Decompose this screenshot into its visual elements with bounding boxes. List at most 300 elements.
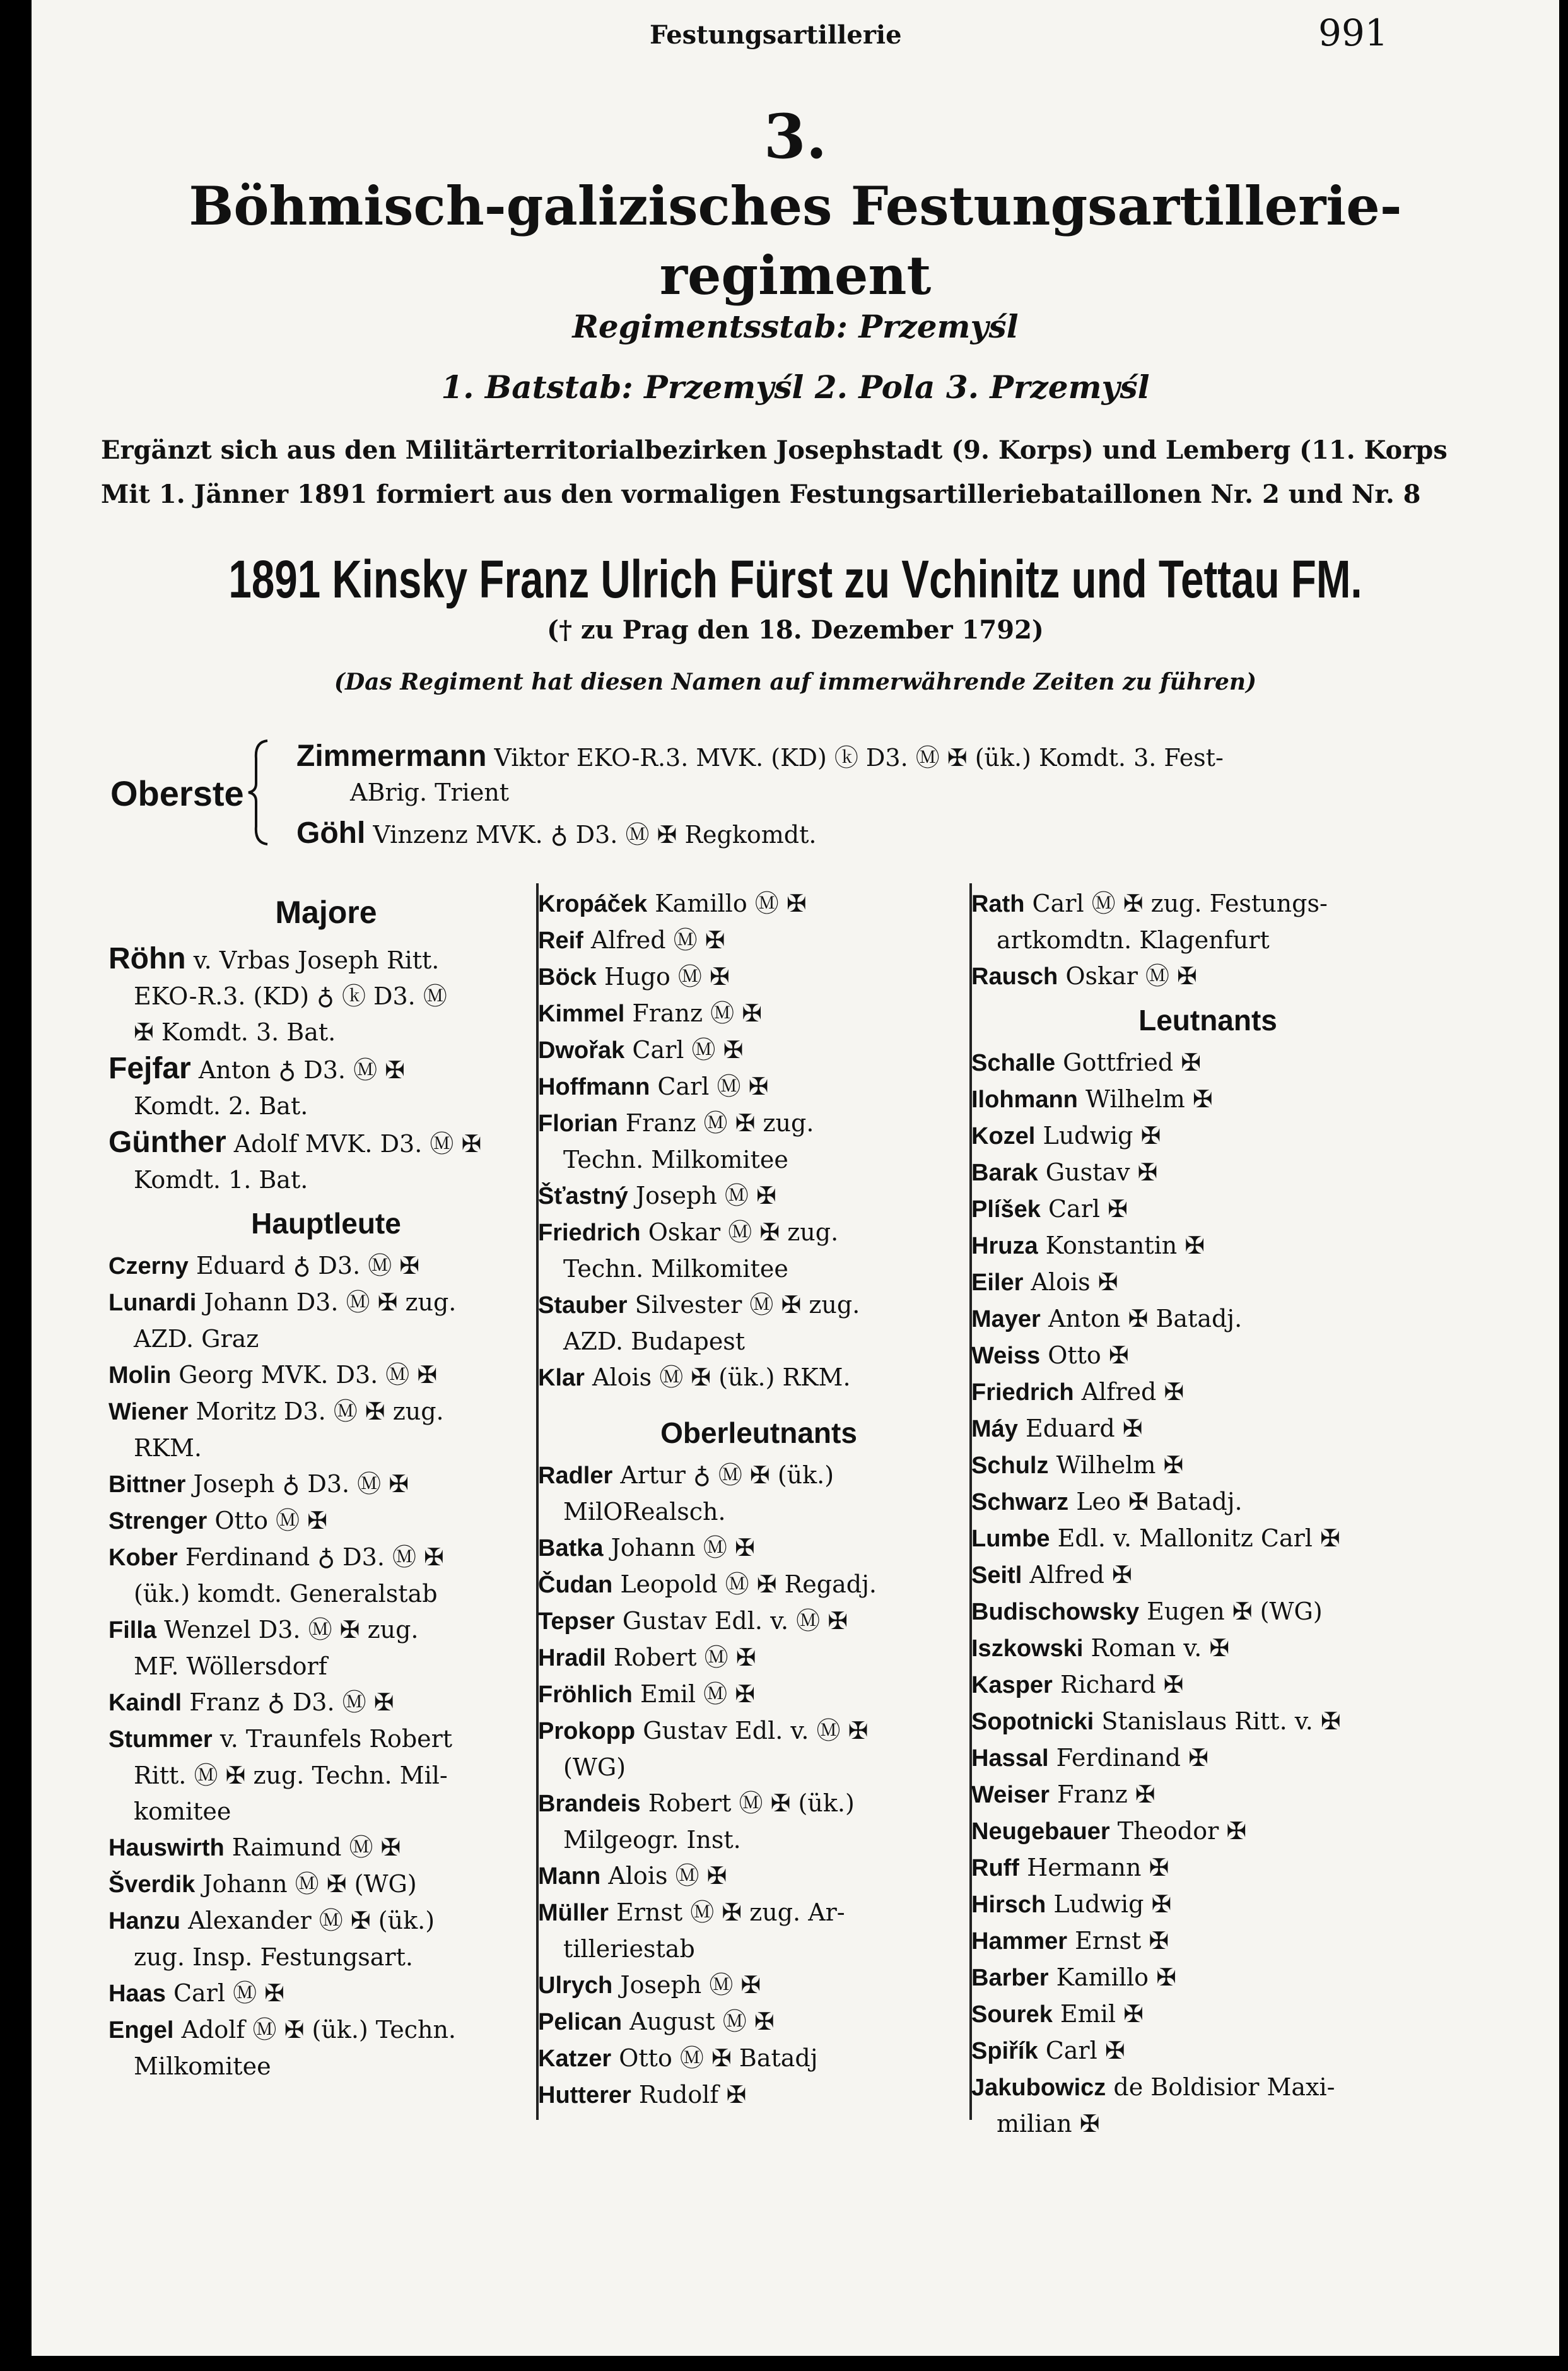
entry-text: v. Vrbas Joseph Ritt. (193, 946, 440, 974)
oberste-label: Oberste (110, 774, 244, 813)
entry-name: Spiřík (971, 2038, 1038, 2064)
entry-name: Hammer (971, 1928, 1068, 1955)
roster-entry (971, 1081, 1444, 1118)
roster-entry (971, 1740, 1444, 1777)
roster-entry (971, 1521, 1444, 1557)
entry-text: Joseph Ⓜ ✠ (635, 1182, 776, 1209)
entry-text: Raimund Ⓜ ✠ (231, 1833, 401, 1861)
entry-text: Theodor ✠ (1117, 1817, 1247, 1845)
roster-entry (971, 1996, 1444, 2033)
entry-name: Lumbe (971, 1526, 1050, 1552)
roster-entry (538, 1251, 980, 1287)
entry-name: Budischowsky (971, 1599, 1140, 1625)
roster-entry (108, 1576, 544, 1612)
entry-text: Hugo Ⓜ ✠ (604, 963, 730, 991)
inhaber-died: († zu Prag den 18. Dezember 1792) (547, 615, 1044, 645)
entry-text: Richard ✠ (1060, 1671, 1184, 1698)
entry-name: Müller (538, 1900, 609, 1926)
entry-text: Franz Ⓜ ✠ zug. (625, 1109, 814, 1137)
entry-text: Kamillo Ⓜ ✠ (655, 890, 807, 917)
entry-text: Otto ✠ (1048, 1341, 1129, 1369)
entry-name: Tepser (538, 1608, 615, 1635)
entry-name: Stummer (108, 1726, 213, 1753)
roster-entry (971, 2033, 1444, 2069)
entry-name: Filla (108, 1617, 157, 1644)
roster-entry (108, 1503, 544, 1539)
roster-entry (108, 2012, 544, 2049)
entry-text: Alfred ✠ (1081, 1378, 1185, 1406)
oberst-name: Zimmermann (296, 739, 487, 773)
roster-entry (971, 2106, 1444, 2142)
entry-text: Carl ✠ (1048, 1195, 1128, 1223)
entry-name: Stauber (538, 1292, 628, 1319)
entry-name: Günther (108, 1126, 226, 1159)
entry-name: Bittner (108, 1471, 186, 1498)
entry-text: Eduard ♁ D3. Ⓜ ✠ (196, 1252, 420, 1280)
entry-text: Johann Ⓜ ✠ (WG) (202, 1870, 417, 1898)
oberst-entry (296, 815, 816, 850)
entry-name: Molin (108, 1362, 172, 1389)
entry-name: Schulz (971, 1452, 1049, 1479)
entry-name: Strenger (108, 1508, 208, 1534)
entry-name: Rath (971, 891, 1025, 917)
roster-entry (971, 1191, 1444, 1228)
entry-text: Wilhelm ✠ (1056, 1451, 1184, 1479)
roster-entry (108, 1466, 544, 1503)
roster-entry (971, 1338, 1444, 1374)
roster-entry (538, 1895, 980, 1931)
regiment-name (32, 172, 1559, 310)
entry-text: August Ⓜ ✠ (629, 2008, 775, 2035)
battalion-stab: 1. Batstab: Przemyśl 2. Pola 3. Przemyśl (441, 368, 1150, 406)
entry-name: Neugebauer (971, 1818, 1110, 1845)
roster-entry (108, 1394, 544, 1430)
roster-entry (538, 1822, 980, 1858)
roster-entry (108, 1015, 544, 1050)
entry-text: Gottfried ✠ (1063, 1049, 1202, 1076)
roster-entry (108, 1758, 544, 1794)
entry-name: Kimmel (538, 1001, 625, 1027)
entry-name: Haas (108, 1980, 166, 2007)
roster-entry (538, 1494, 980, 1530)
roster-entry (971, 1155, 1444, 1191)
entry-text: zug. Insp. Festungsart. (134, 1943, 413, 1971)
roster-entry (971, 1703, 1444, 1740)
entry-text: Carl Ⓜ ✠ zug. Festungs- (1032, 890, 1328, 917)
oberleutnants-heading: Oberleutnants (660, 1416, 857, 1449)
entry-text: Robert Ⓜ ✠ (613, 1644, 756, 1671)
roster-entry (108, 1162, 544, 1198)
entry-text: Hermann ✠ (1027, 1854, 1169, 1881)
roster-entry (538, 1750, 980, 1786)
entry-text: Alois Ⓜ ✠ (ük.) RKM. (592, 1363, 851, 1391)
hauptleute-list-continued (538, 886, 980, 1396)
roster-entry (108, 1321, 544, 1357)
entry-text: Ferdinand ✠ (1056, 1744, 1208, 1772)
roster-entry (538, 2040, 980, 2077)
roster-entry (971, 1045, 1444, 1081)
entry-name: Jakubowicz (971, 2074, 1106, 2101)
entry-text: Anton ♁ D3. Ⓜ ✠ (198, 1056, 406, 1084)
entry-text: Silvester Ⓜ ✠ zug. (635, 1291, 860, 1319)
roster-entry (971, 922, 1444, 958)
entry-name: Mann (538, 1863, 601, 1890)
entry-name: Schalle (971, 1050, 1056, 1076)
entry-text: Alois Ⓜ ✠ (608, 1862, 727, 1890)
regiment-number: 3. (763, 101, 828, 172)
entry-name: Klar (538, 1365, 585, 1391)
column-1 (108, 886, 544, 2085)
entry-name: Rausch (971, 963, 1058, 990)
roster-entry (538, 1324, 980, 1360)
entry-name: Hutterer (538, 2082, 631, 2109)
leutnants-heading: Leutnants (1138, 1004, 1277, 1037)
entry-text: Milgeogr. Inst. (563, 1826, 741, 1854)
entry-name: Šťastný (538, 1183, 628, 1209)
roster-entry (108, 1050, 544, 1088)
roster-entry (538, 1567, 980, 1603)
entry-text: Leopold Ⓜ ✠ Regadj. (620, 1570, 877, 1598)
roster-entry (538, 1786, 980, 1822)
entry-text: Oskar Ⓜ ✠ (1065, 962, 1197, 990)
entry-name: Batka (538, 1535, 604, 1562)
roster-entry (538, 1105, 980, 1142)
entry-text: Emil Ⓜ ✠ (640, 1680, 756, 1708)
roster-entry (538, 1530, 980, 1567)
entry-text: Ritt. Ⓜ ✠ zug. Techn. Mil- (134, 1762, 448, 1789)
entry-name: Sourek (971, 2001, 1053, 2028)
entry-text: Franz ♁ D3. Ⓜ ✠ (189, 1688, 394, 1716)
entry-text: Alois ✠ (1031, 1268, 1118, 1296)
roster-entry (971, 1301, 1444, 1338)
entry-text: Ferdinand ♁ D3. Ⓜ ✠ (185, 1543, 444, 1571)
intro-line-2: Mit 1. Jänner 1891 formiert aus den vormaligen Festungsartilleriebataillonen Nr. 2 und Nr. 8 (101, 479, 1421, 509)
entry-text: Ernst Ⓜ ✠ zug. Ar- (616, 1898, 845, 1926)
hauptleute-heading: Hauptleute (251, 1207, 401, 1240)
oberleutnants-list-continued (971, 886, 1444, 995)
entry-text: Techn. Milkomitee (563, 1146, 788, 1174)
entry-text: Moritz D3. Ⓜ ✠ zug. (196, 1397, 444, 1425)
running-title: Festungsartillerie (650, 20, 902, 50)
roster-entry (538, 1457, 980, 1494)
entry-text: Joseph ♁ D3. Ⓜ ✠ (193, 1470, 409, 1498)
entry-name: Czerny (108, 1253, 189, 1280)
roster-entry (971, 1264, 1444, 1301)
entry-name: Wiener (108, 1399, 189, 1425)
roster-entry (108, 1357, 544, 1394)
entry-text: Komdt. 2. Bat. (134, 1092, 308, 1120)
oberst-text: Viktor EKO-R.3. MVK. (KD) ⓚ D3. Ⓜ ✠ (ük.) Komdt. 3. Fest- (494, 744, 1224, 772)
roster-entry (538, 1640, 980, 1676)
entry-name: Weiser (971, 1782, 1050, 1808)
entry-text: tilleriestab (563, 1935, 695, 1963)
entry-text: Carl ✠ (1045, 2037, 1125, 2064)
hauptleute-list (108, 1248, 544, 2085)
roster-entry (971, 1484, 1444, 1521)
entry-text: Franz Ⓜ ✠ (632, 999, 763, 1027)
entry-text: v. Traunfels Robert (219, 1725, 453, 1753)
entry-text: Johann D3. Ⓜ ✠ zug. (204, 1288, 457, 1316)
entry-text: artkomdtn. Klagenfurt (997, 926, 1270, 954)
entry-text: Oskar Ⓜ ✠ zug. (648, 1218, 839, 1246)
document-page (32, 0, 1559, 2356)
roster-entry (538, 996, 980, 1032)
entry-name: Dwořak (538, 1037, 625, 1064)
entry-text: (ük.) komdt. Generalstab (134, 1580, 438, 1608)
entry-name: Böck (538, 964, 597, 991)
roster-entry (971, 1850, 1444, 1886)
entry-text: Ludwig ✠ (1053, 1890, 1172, 1918)
entry-text: Adolf Ⓜ ✠ (ük.) Techn. (181, 2016, 457, 2044)
roster-entry (538, 1069, 980, 1105)
entry-name: Eiler (971, 1269, 1024, 1296)
roster-entry (108, 1975, 544, 2012)
entry-name: Hruza (971, 1233, 1038, 1259)
roster-entry (108, 1721, 544, 1758)
roster-entry (971, 1813, 1444, 1850)
roster-entry (108, 1430, 544, 1466)
roster-entry (538, 1931, 980, 1967)
roster-entry (538, 1215, 980, 1251)
entry-text: Milkomitee (134, 2052, 271, 2080)
entry-text: Edl. v. Mallonitz Carl ✠ (1057, 1524, 1340, 1552)
entry-name: Hradil (538, 1645, 606, 1671)
column-2 (538, 886, 980, 2114)
entry-name: Fejfar (108, 1052, 191, 1085)
roster-entry (108, 941, 544, 979)
roster-entry (108, 1939, 544, 1975)
entry-name: Pelican (538, 2009, 623, 2035)
roster-entry (538, 2004, 980, 2040)
entry-text: ✠ Komdt. 3. Bat. (134, 1018, 336, 1046)
oberleutnants-list (538, 1457, 980, 2114)
roster-entry (971, 1118, 1444, 1155)
entry-text: Ludwig ✠ (1043, 1122, 1161, 1150)
intro-line-1: Ergänzt sich aus den Militärterritorialbezirken Josephstadt (9. Korps) und Lemberg (11. Korps (101, 435, 1448, 465)
roster-entry (971, 1667, 1444, 1703)
entry-text: Eugen ✠ (WG) (1147, 1597, 1323, 1625)
entry-text: Alexander Ⓜ ✠ (ük.) (188, 1907, 435, 1934)
entry-name: Mayer (971, 1306, 1041, 1333)
roster-entry (108, 1903, 544, 1939)
entry-text: Alfred Ⓜ ✠ (590, 926, 725, 954)
roster-entry (108, 1612, 544, 1649)
entry-text: Ernst ✠ (1075, 1927, 1169, 1955)
roster-entry (108, 1248, 544, 1285)
entry-text: Carl Ⓜ ✠ (632, 1036, 744, 1064)
roster-entry (971, 1923, 1444, 1960)
entry-name: Kober (108, 1544, 178, 1571)
entry-name: Schwarz (971, 1489, 1069, 1515)
entry-name: Šverdik (108, 1871, 196, 1898)
entry-text: Anton ✠ Batadj. (1048, 1305, 1243, 1333)
roster-entry (538, 1603, 980, 1640)
roster-entry (538, 1142, 980, 1178)
oberst-name: Göhl (296, 816, 366, 850)
entry-name: Iszkowski (971, 1635, 1084, 1662)
roster-entry (971, 1960, 1444, 1996)
roster-entry (971, 1228, 1444, 1264)
entry-name: Plíšek (971, 1196, 1041, 1223)
entry-text: RKM. (134, 1434, 202, 1462)
entry-text: Joseph Ⓜ ✠ (620, 1971, 761, 1999)
oberst-entry-cont: ABrig. Trient (350, 779, 510, 806)
entry-name: Weiss (971, 1343, 1041, 1369)
roster-entry (108, 1685, 544, 1721)
roster-entry (971, 1594, 1444, 1630)
entry-text: Gustav Edl. v. Ⓜ ✠ (622, 1607, 848, 1635)
entry-text: Stanislaus Ritt. v. ✠ (1101, 1707, 1341, 1735)
inhaber-note: (Das Regiment hat diesen Namen auf immerwährende Zeiten zu führen) (334, 669, 1257, 695)
entry-text: Wenzel D3. Ⓜ ✠ zug. (164, 1616, 419, 1644)
entry-text: Wilhelm ✠ (1085, 1085, 1213, 1113)
regiment-name-line1: Böhmisch-galizisches Festungsartillerie- (189, 175, 1402, 237)
entry-name: Kasper (971, 1672, 1053, 1698)
entry-name: Ruff (971, 1855, 1019, 1881)
entry-name: Ulrych (538, 1972, 613, 1999)
entry-text: Robert Ⓜ ✠ (ük.) (648, 1789, 855, 1817)
entry-text: Franz ✠ (1057, 1780, 1156, 1808)
majore-list (108, 941, 544, 1198)
roster-entry (538, 1032, 980, 1069)
roster-entry (108, 1539, 544, 1576)
roster-entry (971, 1886, 1444, 1923)
roster-entry (971, 2069, 1444, 2106)
roster-entry (971, 1447, 1444, 1484)
roster-entry (108, 2049, 544, 2085)
entry-name: Kaindl (108, 1690, 182, 1716)
entry-text: Komdt. 1. Bat. (134, 1166, 308, 1194)
roster-entry (538, 1713, 980, 1750)
brace-icon (246, 739, 271, 845)
entry-text: Carl Ⓜ ✠ (657, 1073, 769, 1100)
roster-entry (538, 922, 980, 959)
entry-name: Radler (538, 1462, 613, 1489)
entry-name: Lunardi (108, 1290, 197, 1316)
roster-entry (108, 1866, 544, 1903)
entry-text: AZD. Graz (134, 1325, 259, 1353)
entry-name: Sopotnicki (971, 1709, 1094, 1735)
entry-text: Johann Ⓜ ✠ (611, 1534, 755, 1562)
roster-entry (108, 1285, 544, 1321)
roster-entry (538, 1178, 980, 1215)
entry-text: Roman v. ✠ (1091, 1634, 1230, 1662)
entry-name: Čudan (538, 1572, 613, 1598)
entry-text: EKO-R.3. (KD) ♁ ⓚ D3. Ⓜ (134, 982, 447, 1010)
entry-name: Friedrich (971, 1379, 1074, 1406)
entry-text: Techn. Milkomitee (563, 1255, 788, 1283)
entry-name: Hauswirth (108, 1835, 225, 1861)
roster-entry (538, 886, 980, 922)
entry-text: Gustav Edl. v. Ⓜ ✠ (643, 1717, 869, 1744)
roster-entry (538, 959, 980, 996)
page-number: 991 (1318, 11, 1388, 54)
entry-text: MilORealsch. (563, 1498, 726, 1526)
roster-entry (538, 1676, 980, 1713)
oberst-text: Vinzenz MVK. ♁ D3. Ⓜ ✠ Regkomdt. (373, 821, 817, 849)
entry-name: Seitl (971, 1562, 1022, 1589)
entry-text: milian ✠ (997, 2110, 1100, 2138)
roster-entry (971, 1557, 1444, 1594)
roster-entry (108, 1124, 544, 1162)
entry-text: Adolf MVK. D3. Ⓜ ✠ (233, 1130, 482, 1158)
entry-name: Reif (538, 927, 583, 954)
entry-text: Otto Ⓜ ✠ Batadj (619, 2044, 818, 2072)
roster-entry (971, 958, 1444, 995)
roster-entry (108, 1649, 544, 1685)
roster-entry (108, 1830, 544, 1866)
leutnants-list (971, 1045, 1444, 2142)
roster-entry (971, 886, 1444, 922)
entry-text: Emil ✠ (1060, 2000, 1144, 2028)
running-header (32, 6, 1559, 54)
oberst-entry (296, 738, 1224, 774)
entry-text: komitee (134, 1797, 231, 1825)
entry-name: Fröhlich (538, 1681, 633, 1708)
column-3 (971, 886, 1444, 2142)
inhaber-line: 1891 Kinsky Franz Ulrich Fürst zu Vchinitz und Tettau FM. (228, 550, 1362, 609)
entry-text: Gustav ✠ (1045, 1158, 1158, 1186)
roster-entry (538, 1287, 980, 1324)
entry-name: Engel (108, 2017, 174, 2044)
entry-name: Prokopp (538, 1718, 636, 1744)
roster-entry (538, 1858, 980, 1895)
entry-text: de Boldisior Maxi- (1113, 2073, 1335, 2101)
regiment-name-line2: regiment (659, 244, 932, 307)
entry-text: Georg MVK. D3. Ⓜ ✠ (178, 1361, 438, 1389)
entry-text: Otto Ⓜ ✠ (214, 1507, 327, 1534)
roster-entry (971, 1411, 1444, 1447)
entry-name: Barber (971, 1965, 1049, 1991)
entry-name: Röhn (108, 942, 186, 975)
roster-entry (971, 1777, 1444, 1813)
entry-name: Brandeis (538, 1791, 641, 1817)
majore-heading: Majore (275, 895, 377, 930)
entry-text: Carl Ⓜ ✠ (173, 1979, 284, 2007)
roster-entry (108, 979, 544, 1015)
roster-entry (108, 1794, 544, 1830)
entry-name: Máy (971, 1416, 1018, 1442)
entry-name: Katzer (538, 2045, 612, 2072)
entry-text: Rudolf ✠ (638, 2081, 747, 2109)
roster-entry (538, 1360, 980, 1396)
entry-name: Hirsch (971, 1892, 1046, 1918)
roster-entry (971, 1374, 1444, 1411)
entry-text: MF. Wöllersdorf (134, 1652, 327, 1680)
entry-text: Eduard ✠ (1026, 1415, 1143, 1442)
entry-name: Hoffmann (538, 1074, 650, 1100)
entry-text: AZD. Budapest (563, 1327, 746, 1355)
entry-text: Alfred ✠ (1029, 1561, 1132, 1589)
entry-name: Friedrich (538, 1220, 641, 1246)
roster-entry (971, 1630, 1444, 1667)
entry-name: Hanzu (108, 1908, 180, 1934)
entry-name: Barak (971, 1160, 1038, 1186)
roster-entry (108, 1088, 544, 1124)
roster-entry (538, 1967, 980, 2004)
entry-name: Florian (538, 1110, 618, 1137)
entry-text: Leo ✠ Batadj. (1076, 1488, 1243, 1515)
entry-name: Kropáček (538, 891, 648, 917)
entry-text: Kamillo ✠ (1056, 1963, 1176, 1991)
entry-name: Kozel (971, 1123, 1036, 1150)
roster-entry (538, 2077, 980, 2114)
entry-text: (WG) (563, 1753, 626, 1781)
entry-text: Konstantin ✠ (1045, 1232, 1205, 1259)
entry-name: Hassal (971, 1745, 1049, 1772)
entry-text: Artur ♁ Ⓜ ✠ (ük.) (620, 1461, 834, 1489)
regiment-stab: Regimentsstab: Przemyśl (572, 308, 1019, 345)
